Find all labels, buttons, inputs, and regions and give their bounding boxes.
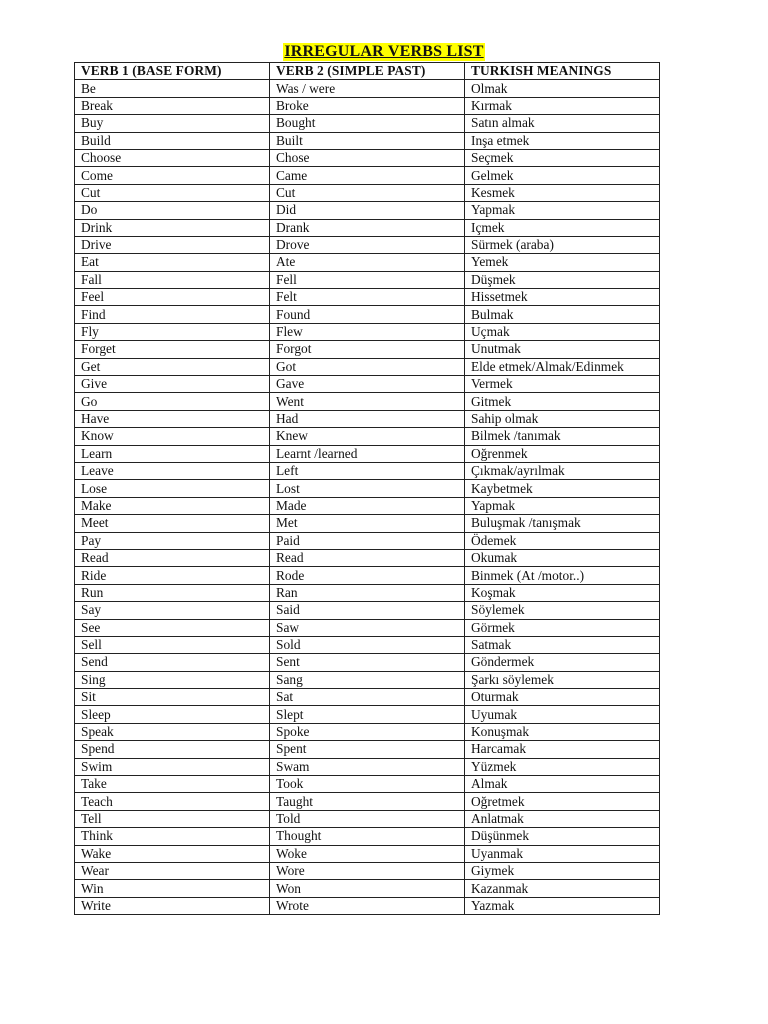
verbs-table	[74, 62, 660, 915]
table-row	[75, 567, 660, 584]
cell-turkish-meaning: Satmak	[465, 636, 660, 653]
cell-turkish-meaning: Kırmak	[465, 97, 660, 114]
column-header-turkish-meanings: TURKISH MEANINGS	[465, 63, 660, 80]
cell-simple-past: Came	[270, 167, 465, 184]
table-row	[75, 758, 660, 775]
cell-base-form: Teach	[75, 793, 270, 810]
cell-simple-past: Woke	[270, 845, 465, 862]
table-row	[75, 149, 660, 166]
cell-turkish-meaning: Hissetmek	[465, 289, 660, 306]
cell-base-form: Win	[75, 880, 270, 897]
cell-base-form: Drink	[75, 219, 270, 236]
cell-turkish-meaning: Binmek (At /motor..)	[465, 567, 660, 584]
cell-base-form: Swim	[75, 758, 270, 775]
cell-simple-past: Broke	[270, 97, 465, 114]
cell-turkish-meaning: Okumak	[465, 549, 660, 566]
cell-simple-past: Did	[270, 202, 465, 219]
cell-turkish-meaning: Sahip olmak	[465, 410, 660, 427]
cell-simple-past: Sat	[270, 689, 465, 706]
cell-base-form: Wear	[75, 862, 270, 879]
table-row	[75, 80, 660, 97]
table-row	[75, 236, 660, 253]
table-row	[75, 689, 660, 706]
cell-simple-past: Spoke	[270, 723, 465, 740]
cell-turkish-meaning: Uyanmak	[465, 845, 660, 862]
cell-base-form: Think	[75, 828, 270, 845]
table-row	[75, 619, 660, 636]
cell-base-form: Fall	[75, 271, 270, 288]
table-row	[75, 341, 660, 358]
cell-turkish-meaning: Anlatmak	[465, 810, 660, 827]
cell-simple-past: Ate	[270, 254, 465, 271]
cell-base-form: Fly	[75, 323, 270, 340]
cell-base-form: Feel	[75, 289, 270, 306]
cell-turkish-meaning: Uçmak	[465, 323, 660, 340]
cell-turkish-meaning: Gelmek	[465, 167, 660, 184]
page-title: IRREGULAR VERBS LIST	[284, 43, 484, 60]
cell-turkish-meaning: Görmek	[465, 619, 660, 636]
table-row	[75, 845, 660, 862]
table-row	[75, 97, 660, 114]
cell-base-form: Ride	[75, 567, 270, 584]
cell-base-form: Give	[75, 376, 270, 393]
cell-base-form: Build	[75, 132, 270, 149]
table-row	[75, 810, 660, 827]
cell-base-form: Leave	[75, 462, 270, 479]
cell-base-form: Cut	[75, 184, 270, 201]
cell-simple-past: Went	[270, 393, 465, 410]
cell-base-form: Lose	[75, 480, 270, 497]
cell-simple-past: Thought	[270, 828, 465, 845]
table-row	[75, 410, 660, 427]
table-row	[75, 462, 660, 479]
cell-turkish-meaning: Olmak	[465, 80, 660, 97]
cell-turkish-meaning: Yapmak	[465, 497, 660, 514]
cell-base-form: Say	[75, 602, 270, 619]
cell-turkish-meaning: Giymek	[465, 862, 660, 879]
cell-base-form: Take	[75, 776, 270, 793]
cell-base-form: Go	[75, 393, 270, 410]
cell-turkish-meaning: Kesmek	[465, 184, 660, 201]
cell-simple-past: Built	[270, 132, 465, 149]
cell-turkish-meaning: Inşa etmek	[465, 132, 660, 149]
cell-turkish-meaning: Sürmek (araba)	[465, 236, 660, 253]
cell-base-form: Have	[75, 410, 270, 427]
table-row	[75, 393, 660, 410]
table-row	[75, 202, 660, 219]
cell-turkish-meaning: Unutmak	[465, 341, 660, 358]
cell-turkish-meaning: Koşmak	[465, 584, 660, 601]
cell-turkish-meaning: Kazanmak	[465, 880, 660, 897]
cell-simple-past: Paid	[270, 532, 465, 549]
table-body	[75, 80, 660, 915]
cell-simple-past: Taught	[270, 793, 465, 810]
cell-simple-past: Ran	[270, 584, 465, 601]
cell-turkish-meaning: Yemek	[465, 254, 660, 271]
cell-simple-past: Spent	[270, 741, 465, 758]
table-row	[75, 184, 660, 201]
cell-turkish-meaning: Uyumak	[465, 706, 660, 723]
cell-base-form: Know	[75, 428, 270, 445]
cell-turkish-meaning: Yapmak	[465, 202, 660, 219]
cell-base-form: Make	[75, 497, 270, 514]
cell-simple-past: Chose	[270, 149, 465, 166]
table-row	[75, 602, 660, 619]
cell-turkish-meaning: Yazmak	[465, 897, 660, 914]
cell-simple-past: Met	[270, 515, 465, 532]
cell-simple-past: Read	[270, 549, 465, 566]
column-header-simple-past: VERB 2 (SIMPLE PAST)	[270, 63, 465, 80]
cell-base-form: Send	[75, 654, 270, 671]
cell-base-form: Drive	[75, 236, 270, 253]
table-row	[75, 306, 660, 323]
cell-simple-past: Made	[270, 497, 465, 514]
cell-turkish-meaning: Oğrenmek	[465, 445, 660, 462]
cell-base-form: Eat	[75, 254, 270, 271]
table-row	[75, 376, 660, 393]
title-area	[0, 43, 768, 61]
table-row	[75, 167, 660, 184]
cell-base-form: Break	[75, 97, 270, 114]
cell-simple-past: Flew	[270, 323, 465, 340]
table-row	[75, 271, 660, 288]
table-row	[75, 480, 660, 497]
cell-simple-past: Was / were	[270, 80, 465, 97]
cell-turkish-meaning: Vermek	[465, 376, 660, 393]
table-row	[75, 880, 660, 897]
cell-base-form: Pay	[75, 532, 270, 549]
cell-base-form: Come	[75, 167, 270, 184]
cell-turkish-meaning: Gitmek	[465, 393, 660, 410]
cell-simple-past: Wrote	[270, 897, 465, 914]
cell-base-form: Forget	[75, 341, 270, 358]
cell-simple-past: Drove	[270, 236, 465, 253]
cell-simple-past: Rode	[270, 567, 465, 584]
cell-simple-past: Fell	[270, 271, 465, 288]
table-row	[75, 445, 660, 462]
cell-simple-past: Found	[270, 306, 465, 323]
cell-turkish-meaning: Göndermek	[465, 654, 660, 671]
table-row	[75, 776, 660, 793]
cell-simple-past: Got	[270, 358, 465, 375]
cell-base-form: Sit	[75, 689, 270, 706]
cell-turkish-meaning: Ödemek	[465, 532, 660, 549]
table-row	[75, 636, 660, 653]
table-row	[75, 793, 660, 810]
table-row	[75, 862, 660, 879]
cell-base-form: Buy	[75, 115, 270, 132]
cell-base-form: Sing	[75, 671, 270, 688]
cell-simple-past: Slept	[270, 706, 465, 723]
cell-simple-past: Sold	[270, 636, 465, 653]
cell-simple-past: Wore	[270, 862, 465, 879]
cell-base-form: Meet	[75, 515, 270, 532]
cell-base-form: Sleep	[75, 706, 270, 723]
cell-simple-past: Told	[270, 810, 465, 827]
table-row	[75, 671, 660, 688]
cell-simple-past: Sent	[270, 654, 465, 671]
cell-base-form: Do	[75, 202, 270, 219]
cell-turkish-meaning: Oturmak	[465, 689, 660, 706]
cell-base-form: Find	[75, 306, 270, 323]
cell-turkish-meaning: Şarkı söylemek	[465, 671, 660, 688]
table-row	[75, 115, 660, 132]
cell-simple-past: Gave	[270, 376, 465, 393]
cell-simple-past: Saw	[270, 619, 465, 636]
cell-simple-past: Lost	[270, 480, 465, 497]
cell-turkish-meaning: Harcamak	[465, 741, 660, 758]
cell-simple-past: Sang	[270, 671, 465, 688]
cell-turkish-meaning: Konuşmak	[465, 723, 660, 740]
cell-base-form: Be	[75, 80, 270, 97]
table-header-row	[75, 63, 660, 80]
cell-turkish-meaning: Düşünmek	[465, 828, 660, 845]
cell-base-form: Read	[75, 549, 270, 566]
cell-turkish-meaning: Kaybetmek	[465, 480, 660, 497]
cell-turkish-meaning: Içmek	[465, 219, 660, 236]
cell-base-form: Tell	[75, 810, 270, 827]
cell-turkish-meaning: Bilmek /tanımak	[465, 428, 660, 445]
cell-turkish-meaning: Oğretmek	[465, 793, 660, 810]
table-row	[75, 897, 660, 914]
cell-simple-past: Had	[270, 410, 465, 427]
cell-simple-past: Won	[270, 880, 465, 897]
cell-simple-past: Drank	[270, 219, 465, 236]
table-row	[75, 706, 660, 723]
cell-turkish-meaning: Seçmek	[465, 149, 660, 166]
column-header-base-form: VERB 1 (BASE FORM)	[75, 63, 270, 80]
cell-base-form: Spend	[75, 741, 270, 758]
cell-turkish-meaning: Söylemek	[465, 602, 660, 619]
cell-simple-past: Forgot	[270, 341, 465, 358]
cell-simple-past: Knew	[270, 428, 465, 445]
cell-base-form: Wake	[75, 845, 270, 862]
cell-simple-past: Bought	[270, 115, 465, 132]
cell-base-form: Sell	[75, 636, 270, 653]
table-row	[75, 584, 660, 601]
cell-turkish-meaning: Düşmek	[465, 271, 660, 288]
cell-simple-past: Swam	[270, 758, 465, 775]
table-row	[75, 654, 660, 671]
cell-base-form: Get	[75, 358, 270, 375]
table-row	[75, 515, 660, 532]
table-row	[75, 289, 660, 306]
cell-turkish-meaning: Yüzmek	[465, 758, 660, 775]
table-row	[75, 219, 660, 236]
table-row	[75, 741, 660, 758]
table-row	[75, 254, 660, 271]
cell-simple-past: Felt	[270, 289, 465, 306]
cell-base-form: Speak	[75, 723, 270, 740]
cell-simple-past: Took	[270, 776, 465, 793]
table-row	[75, 132, 660, 149]
table-row	[75, 497, 660, 514]
table-row	[75, 358, 660, 375]
table-row	[75, 428, 660, 445]
cell-base-form: Choose	[75, 149, 270, 166]
cell-simple-past: Said	[270, 602, 465, 619]
cell-turkish-meaning: Elde etmek/Almak/Edinmek	[465, 358, 660, 375]
cell-base-form: Write	[75, 897, 270, 914]
cell-base-form: Run	[75, 584, 270, 601]
cell-simple-past: Learnt /learned	[270, 445, 465, 462]
cell-turkish-meaning: Buluşmak /tanışmak	[465, 515, 660, 532]
table-row	[75, 828, 660, 845]
cell-base-form: Learn	[75, 445, 270, 462]
table-row	[75, 532, 660, 549]
cell-turkish-meaning: Çıkmak/ayrılmak	[465, 462, 660, 479]
cell-simple-past: Cut	[270, 184, 465, 201]
cell-simple-past: Left	[270, 462, 465, 479]
table-row	[75, 723, 660, 740]
cell-turkish-meaning: Satın almak	[465, 115, 660, 132]
cell-turkish-meaning: Bulmak	[465, 306, 660, 323]
table-row	[75, 323, 660, 340]
cell-turkish-meaning: Almak	[465, 776, 660, 793]
table-row	[75, 549, 660, 566]
cell-base-form: See	[75, 619, 270, 636]
